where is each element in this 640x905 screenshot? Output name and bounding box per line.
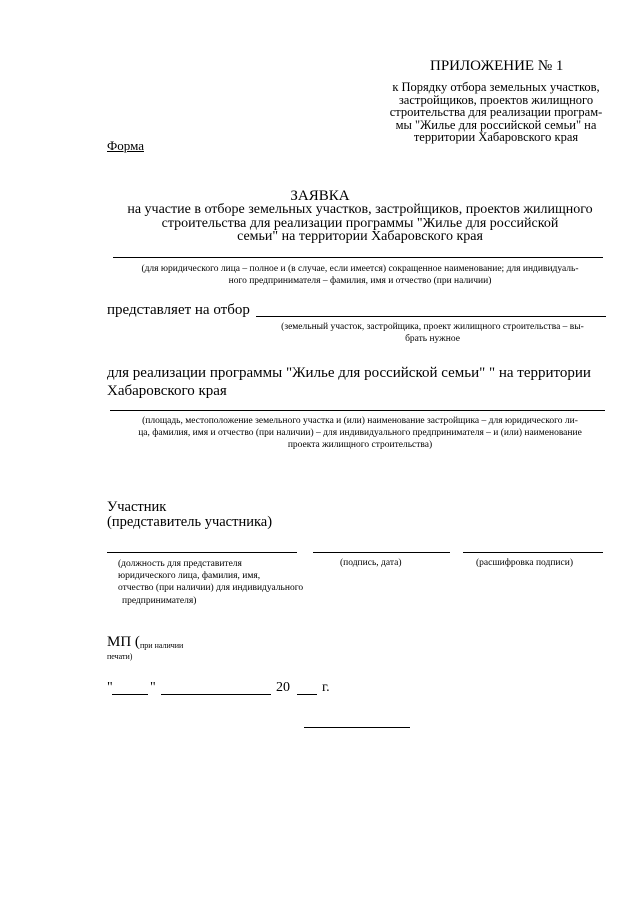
- appendix-line: строительства для реализации програм-: [389, 105, 603, 119]
- submits-label: представляет на отбор: [107, 302, 250, 318]
- hint-line: предпринимателя): [122, 595, 197, 606]
- applicant-name-line[interactable]: [113, 257, 603, 258]
- signature-hint: (подпись, дата): [340, 558, 402, 568]
- hint-line: (площадь, местоположение земельного участка и (или) наименование застройщика – для юридического ли-: [142, 416, 578, 426]
- application-subtitle: [80, 203, 640, 244]
- hint-line: отчество (при наличии) для индивидуального: [118, 583, 304, 594]
- appendix-line: мы "Жилье для российской семьи" на: [395, 117, 597, 132]
- participant-line: Участник: [107, 499, 167, 515]
- signature-field-line[interactable]: [313, 552, 450, 553]
- subtitle-line: на участие в отборе земельных участков, застройщиков, проектов жилищного: [127, 202, 593, 217]
- appendix-line: застройщиков, проектов жилищного: [398, 92, 594, 107]
- program-line: Хабаровского края: [107, 383, 227, 399]
- hint-line: (должность для представителя: [118, 559, 242, 569]
- year-suffix: г.: [322, 680, 330, 695]
- details-hint: [100, 415, 620, 451]
- hint-line: проекта жилищного строительства): [287, 440, 433, 450]
- program-text: [107, 364, 591, 400]
- appendix-text: [380, 81, 612, 144]
- application-title: ЗАЯВКА: [290, 188, 350, 204]
- hint-line: (земельный участок, застройщика, проект жилищного строительства – вы-: [281, 322, 584, 332]
- seal-label: МП (: [107, 634, 140, 650]
- form-label: Форма: [107, 138, 144, 153]
- program-line: для реализации программы "Жилье для российской семьи" " на территории: [107, 365, 591, 381]
- position-field-line[interactable]: [107, 552, 297, 553]
- date-quote-open: ": [107, 680, 113, 695]
- hint-line: юридического лица, фамилия, имя,: [118, 571, 261, 582]
- applicant-hint: [100, 263, 620, 287]
- subtitle-line: строительства для реализации программы "Жилье для российской: [161, 215, 559, 231]
- appendix-line: территории Хабаровского края: [413, 130, 579, 144]
- position-hint: [118, 558, 303, 607]
- submits-field-line[interactable]: [256, 316, 606, 317]
- participant-line: (представитель участника): [107, 514, 273, 530]
- seal-note-cont: печати): [107, 652, 133, 661]
- hint-line: ца, фамилия, имя и отчество (при наличии) – для индивидуального предпринимателя – и (или) наименование: [138, 428, 582, 438]
- appendix-title: ПРИЛОЖЕНИЕ № 1: [430, 58, 564, 74]
- subtitle-line: семьи" на территории Хабаровского края: [237, 229, 483, 244]
- month-field-line[interactable]: [161, 694, 271, 695]
- bottom-line: [304, 727, 410, 728]
- day-field-line[interactable]: [112, 694, 148, 695]
- appendix-line: к Порядку отбора земельных участков,: [392, 80, 600, 94]
- hint-line: ного предпринимателя – фамилия, имя и отчество (при наличии): [228, 276, 492, 286]
- year-prefix: 20: [276, 680, 290, 695]
- date-quote-close: ": [150, 680, 156, 695]
- details-field-line[interactable]: [110, 410, 605, 411]
- decode-hint: (расшифровка подписи): [476, 558, 573, 568]
- participant-block: [107, 500, 272, 530]
- decode-field-line[interactable]: [463, 552, 603, 553]
- seal-note: при наличии: [140, 641, 184, 650]
- hint-line: брать нужное: [405, 334, 460, 344]
- hint-line: (для юридического лица – полное и (в случае, если имеется) сокращенное наименование; для индивидуаль-: [141, 264, 579, 274]
- submits-hint: [250, 321, 615, 345]
- year-field-line[interactable]: [297, 694, 317, 695]
